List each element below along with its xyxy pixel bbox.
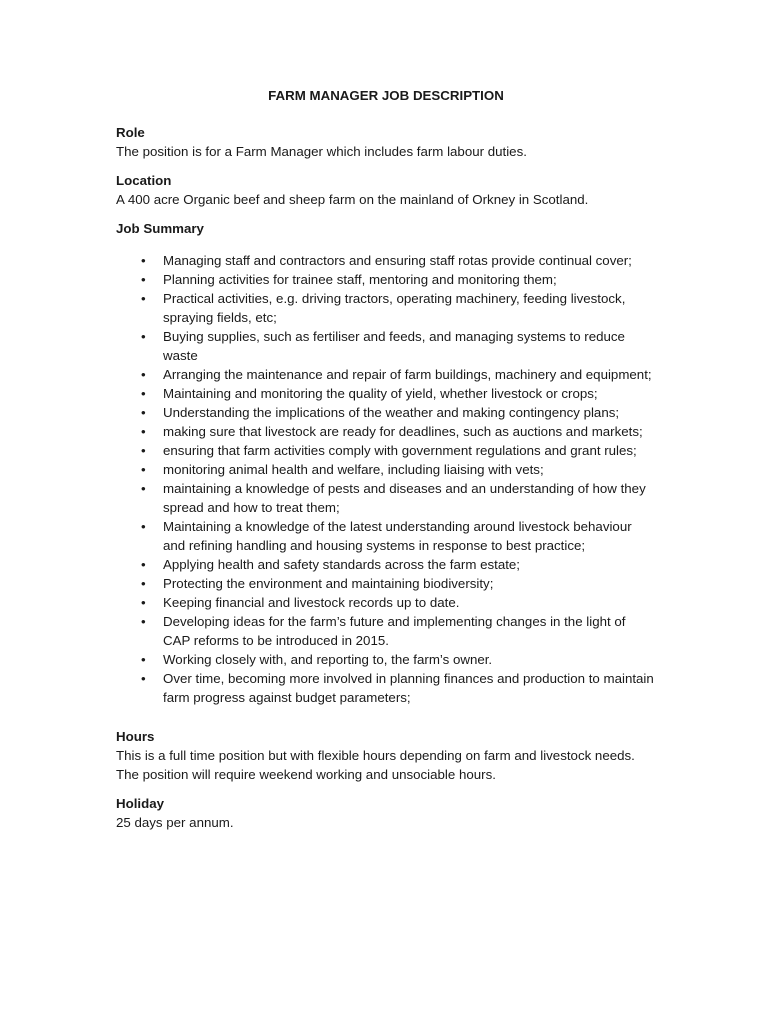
list-item-text: Keeping financial and livestock records up to date. [163,595,460,610]
list-item-text: Understanding the implications of the weather and making contingency plans; [163,405,620,420]
list-item [116,384,656,403]
list-item [116,403,656,422]
list-item [116,251,656,270]
bullet-icon: • [141,557,146,572]
location-heading: Location [116,173,172,188]
job-summary-heading: Job Summary [116,221,204,236]
hours-heading: Hours [116,729,155,744]
list-item-text: Arranging the maintenance and repair of farm buildings, machinery and equipment; [163,367,652,382]
list-item-text: Managing staff and contractors and ensuring staff rotas provide continual cover; [163,253,632,268]
list-item [116,270,656,289]
role-heading: Role [116,125,145,140]
list-item-text: monitoring animal health and welfare, including liaising with vets; [163,462,544,477]
list-item-text: ensuring that farm activities comply with government regulations and grant rules; [163,443,637,458]
bullet-icon: • [141,386,146,401]
list-item [116,669,656,707]
list-item-text: Buying supplies, such as fertiliser and feeds, and managing systems to reduce waste [163,329,625,363]
bullet-icon: • [141,652,146,667]
bullet-icon: • [141,272,146,287]
bullet-icon: • [141,481,146,496]
list-item-text: Developing ideas for the farm’s future and implementing changes in the light of CAP reforms to be introduced in 2015. [163,614,626,648]
list-item [116,555,656,574]
hours-section [116,727,656,784]
document-page [116,86,656,842]
hours-text: This is a full time position but with flexible hours depending on farm and livestock needs. The position will require weekend working and unsociable hours. [116,748,635,782]
list-item [116,327,656,365]
bullet-icon: • [141,576,146,591]
list-item-text: maintaining a knowledge of pests and diseases and an understanding of how they spread and how to treat them; [163,481,646,515]
list-item-text: Protecting the environment and maintaining biodiversity; [163,576,494,591]
holiday-text: 25 days per annum. [116,815,234,830]
location-section [116,171,656,209]
bullet-icon: • [141,367,146,382]
bullet-icon: • [141,424,146,439]
bullet-icon: • [141,405,146,420]
bullet-icon: • [141,291,146,306]
bullet-icon: • [141,329,146,344]
list-item-text: Planning activities for trainee staff, mentoring and monitoring them; [163,272,557,287]
location-text: A 400 acre Organic beef and sheep farm on the mainland of Orkney in Scotland. [116,192,589,207]
list-item-text: Maintaining a knowledge of the latest understanding around livestock behaviour and refining handling and housing systems in response to best practice; [163,519,632,553]
list-item [116,593,656,612]
list-item [116,612,656,650]
job-summary-list [116,251,656,707]
list-item-text: making sure that livestock are ready for deadlines, such as auctions and markets; [163,424,643,439]
holiday-heading: Holiday [116,796,165,811]
bullet-icon: • [141,253,146,268]
list-item [116,650,656,669]
job-summary-section [116,219,656,707]
list-item [116,479,656,517]
role-section [116,123,656,161]
bullet-icon: • [141,614,146,629]
list-item [116,365,656,384]
bullet-icon: • [141,462,146,477]
list-item [116,517,656,555]
bullet-icon: • [141,519,146,534]
list-item [116,460,656,479]
list-item-text: Working closely with, and reporting to, the farm’s owner. [163,652,493,667]
list-item [116,441,656,460]
list-item-text: Maintaining and monitoring the quality of yield, whether livestock or crops; [163,386,598,401]
list-item [116,574,656,593]
list-item-text: Over time, becoming more involved in planning finances and production to maintain farm progress against budget parameters; [163,671,654,705]
holiday-section [116,794,656,832]
list-item [116,422,656,441]
bullet-icon: • [141,595,146,610]
bullet-icon: • [141,671,146,686]
bullet-icon: • [141,443,146,458]
document-title: FARM MANAGER JOB DESCRIPTION [268,88,504,103]
list-item-text: Applying health and safety standards across the farm estate; [163,557,521,572]
role-text: The position is for a Farm Manager which includes farm labour duties. [116,144,527,159]
list-item [116,289,656,327]
list-item-text: Practical activities, e.g. driving tractors, operating machinery, feeding livestock, spraying fields, etc; [163,291,626,325]
